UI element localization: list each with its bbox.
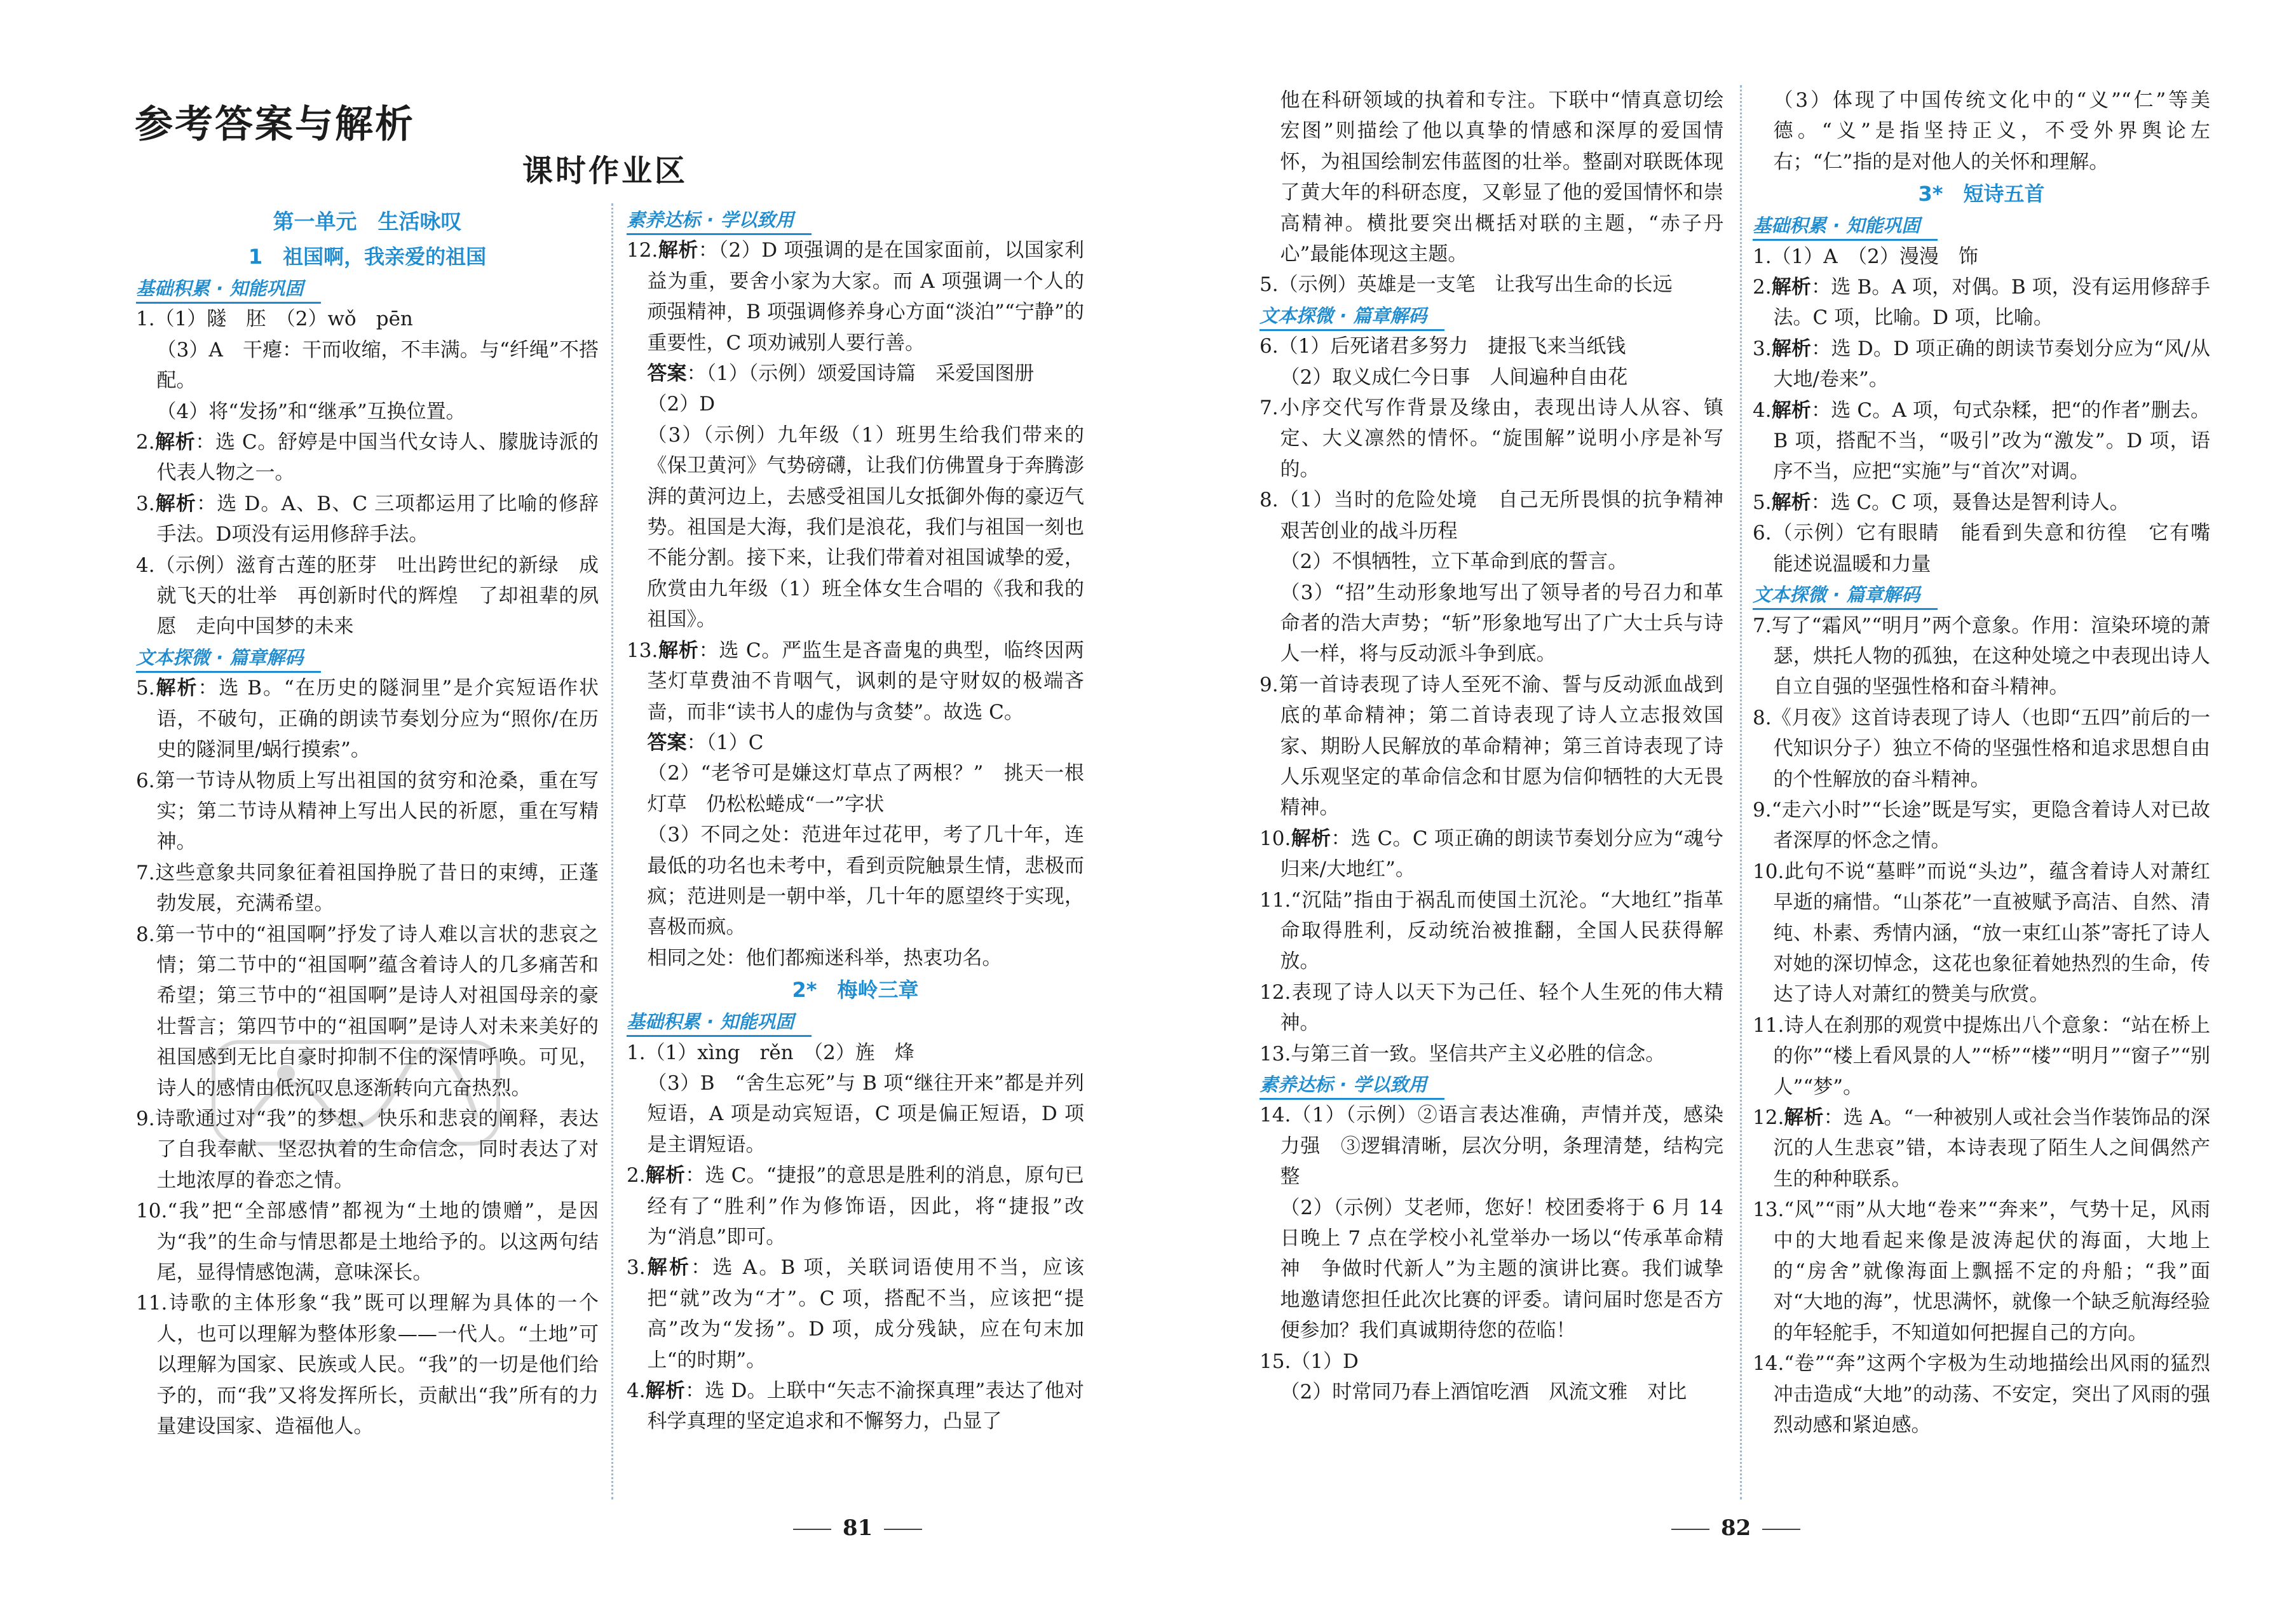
- answer-item: 10.此句不说“墓畔”而说“头边”，蕴含着诗人对萧红早逝的痛惜。“山茶花”一直被赋予高洁、自然、清纯、朴素、秀情内涵，“放一束红山茶”寄托了诗人对她的深切悼念，这花也象征着她热烈的生命，传达了诗人对萧红的赞美与欣赏。: [1753, 860, 2210, 1006]
- keyword-label: 解析: [1784, 1106, 1824, 1129]
- answer-item: 13.解析：选 C。严监生是吝啬鬼的典型，临终因两茎灯草费油不肯咽气，讽刺的是守财奴的极端吝啬，而非“读书人的虚伪与贪婪”。故选 C。: [627, 639, 1085, 724]
- answer-item: 7.这些意象共同象征着祖国挣脱了昔日的束缚，正蓬勃发展，充满希望。: [136, 861, 599, 916]
- answer-continuation: 相同之处：他们都痴迷科举，热衷功名。: [647, 946, 1002, 970]
- answer-continuation: （3）体现了中国传统文化中的“义”“仁”等美德。“义”是指坚持正义，不受外界舆论左右；“仁”指的是对他人的关怀和理解。: [1773, 89, 2210, 173]
- answer-item: 2.解析：选 B。A 项，对偶。B 项，没有运用修辞手法。C 项，比喻。D 项，比喻。: [1753, 276, 2210, 330]
- answer-item: 14.（1）（示例）②语言表达准确，声情并茂，感染力强 ③逻辑清晰，层次分明，条理清楚，结构完整: [1260, 1104, 1723, 1189]
- section-label: 基础积累 · 知能巩固: [627, 1008, 812, 1037]
- section-label: 文本探微 · 篇章解码: [1753, 581, 1938, 610]
- answer-item: 4.解析：选 C。A 项，句式杂糅，把“的作者”删去。B 项，搭配不当，“吸引”改为“激发”。D 项，语序不当，应把“实施”与“首次”对调。: [1753, 398, 2211, 484]
- answer-item: 12.表现了诗人以天下为己任、轻个人生死的伟大精神。: [1260, 980, 1723, 1035]
- answer-item: 10.“我”把“全部感情”都视为“土地的馈赠”，是因为“我”的生命与情思都是土地给予的。以这两句结尾，显得情感饱满，意味深长。: [136, 1200, 599, 1284]
- keyword-label: 解析: [658, 639, 699, 662]
- answer-continuation: （3）B “舍生忘死”与 B 项“继往开来”都是并列短语，A 项是动宾短语，C 项是偏正短语，D 项是主谓短语。: [647, 1071, 1084, 1156]
- column-divider: [611, 203, 613, 1499]
- answer-continuation: （2）时常同乃春上酒馆吃酒 风流文雅 对比: [1280, 1381, 1687, 1404]
- column-divider: [1740, 85, 1742, 1499]
- answer-item: 8.（1）当时的危险处境 自己无所畏惧的抗争精神 艰苦创业的战斗历程: [1260, 489, 1743, 543]
- lesson-heading: 1 祖国啊，我亲爱的祖国: [248, 245, 487, 269]
- answer-item: 7.小序交代写作背景及缘由，表现出诗人从容、镇定、大义凛然的情怀。“旋围解”说明小序是补写的。: [1260, 396, 1723, 481]
- keyword-label: 解析: [1771, 491, 1811, 514]
- answer-item: 9.“走六小时”“长途”既是写实，更隐含着诗人对已故者深厚的怀念之情。: [1753, 798, 2210, 853]
- answer-continuation: 答案：（1）C: [647, 731, 764, 754]
- answer-item: 11.“沉陆”指由于祸乱而使国土沉沦。“大地红”指革命取得胜利，反动统治被推翻，全国人民获得解放。: [1260, 888, 1723, 973]
- answer-item: 12.解析：（2）D 项强调的是在国家面前，以国家利益为重，要舍小家为大家。而 A 项强调一个人的顽强精神，B 项强调修养身心方面“淡泊”“宁静”的重要性，C 项劝诫别人要行善。: [627, 239, 1084, 355]
- column-4: [1753, 85, 2230, 1497]
- answer-continuation: （2）“老爷可是嫌这灯草点了两根？” 挑天一根灯草 仍松松蜷成“一”字状: [647, 762, 1084, 816]
- answer-continuation: （3）A 干瘪：干而收缩，不丰满。与“纤绳”不搭配。: [156, 338, 599, 393]
- answer-item: 13.“风”“雨”从大地“卷来”“奔来”，气势十足，风雨中的大地看起来像是波涛起伏的海面，大地上的“房舍”就像海面上飘摇不定的舟船；“我”面对“大地的海”，忧思满怀，就像一个缺乏航海经验的年轻舵手，不知道如何把握自己的方向。: [1753, 1198, 2210, 1344]
- answer-continuation: （2）D: [647, 393, 716, 416]
- answer-continuation: （2）（示例）艾老师，您好！校团委将于 6 月 14 日晚上 7 点在学校小礼堂举办一场以“传承革命精神 争做时代新人”为主题的演讲比赛。我们诚挚地邀请您担任此次比赛的评委。请问届时您是否方便参加？我们真诚期待您的莅临！: [1280, 1196, 1723, 1343]
- answer-continuation: （4）将“发扬”和“继承”互换位置。: [156, 400, 466, 423]
- unit-heading: 第一单元 生活咏叹: [273, 209, 462, 234]
- answer-item: 11.诗人在刹那的观赏中提炼出八个意象：“站在桥上的你”“楼上看风景的人”“桥”“楼”“明月”“窗子”“别人”“梦”。: [1753, 1013, 2210, 1099]
- keyword-label: 解析: [1291, 827, 1331, 850]
- answer-item: 4.（示例）滋育古莲的胚芽 吐出跨世纪的新绿 成就飞天的壮举 再创新时代的辉煌 了却祖辈的夙愿 走向中国梦的未来: [136, 553, 599, 639]
- keyword-label: 解析: [645, 1164, 686, 1188]
- answer-item: 6.（示例）它有眼睛 能看到失意和彷徨 它有嘴 能述说温暖和力量: [1753, 522, 2230, 576]
- answer-item: 13.与第三首一致。坚信共产主义必胜的信念。: [1260, 1042, 1666, 1066]
- answer-item: 12.解析：选 A。“一种被别人或社会当作装饰品的深沉的人生悲哀”错，本诗表现了陌生人之间偶然产生的种种联系。: [1753, 1106, 2210, 1191]
- main-title: 参考答案与解析: [135, 102, 415, 147]
- section-label: 基础积累 · 知能巩固: [1753, 212, 1938, 241]
- keyword-label: 解析: [1771, 398, 1812, 422]
- answer-item: 9.诗歌通过对“我”的梦想、快乐和悲哀的阐释，表达了自我奉献、坚忍执着的生命信念，同时表达了对土地浓厚的眷恋之情。: [136, 1107, 599, 1192]
- section-label: 基础积累 · 知能巩固: [136, 275, 321, 304]
- keyword-label: 解析: [154, 492, 197, 515]
- answer-item: 10.解析：选 C。C 项正确的朗读节奏划分应为“魂兮归来/大地红”。: [1260, 827, 1724, 881]
- section-label: 素养达标 · 学以致用: [1260, 1071, 1444, 1100]
- keyword-label: 解析: [154, 677, 198, 700]
- lesson-heading: 3* 短诗五首: [1918, 182, 2045, 206]
- section-label: 素养达标 · 学以致用: [627, 206, 812, 235]
- answer-item: 3.解析：选 D。D 项正确的朗读节奏划分应为“风/从大地/卷来”。: [1753, 337, 2210, 391]
- answer-item: 7.写了“霜风”“明月”两个意象。作用：渲染环境的萧瑟，烘托人物的孤独，在这种处境之中表现出诗人自立自强的坚强性格和奋斗精神。: [1753, 614, 2210, 699]
- page-number-value: 82: [1721, 1515, 1751, 1541]
- answer-item: 3.解析：选 D。A、B、C 三项都运用了比喻的修辞手法。D项没有运用修辞手法。: [136, 492, 599, 546]
- answer-continuation: （2）不惧牺牲，立下革命到底的誓言。: [1280, 550, 1628, 574]
- answer-item: 1.（1）A （2）漫漫 饰: [1753, 245, 1978, 268]
- answer-item: 3.解析：选 A。B 项，关联词语使用不当，应该把“就”改为“才”。C 项，搭配不当，应该把“提高”改为“发扬”。D 项，成分残缺，应在句末加上“的时期”。: [627, 1256, 1085, 1372]
- column-3: [1260, 85, 1743, 1497]
- section-label-row: [627, 205, 1084, 235]
- answer-item: 4.解析：选 D。上联中“矢志不渝探真理”表达了他对科学真理的坚定追求和不懈努力，凸显了: [627, 1379, 1085, 1433]
- section-label-row: [136, 642, 599, 673]
- keyword-label: 解析: [658, 239, 698, 262]
- answer-continuation: （2）取义成仁今日事 人间遍种自由花: [1280, 365, 1628, 389]
- answer-item: 14.“卷”“奔”这两个字极为生动地描绘出风雨的猛烈冲击造成“大地”的动荡、不安定，突出了风雨的强烈动感和紧迫感。: [1753, 1352, 2210, 1437]
- answer-item: 1.（1）xìng rěn （2）旌 烽: [627, 1041, 914, 1064]
- section-label-row: [1260, 301, 1723, 331]
- keyword-label: 解析: [645, 1256, 691, 1280]
- answer-continuation: （3）（示例）九年级（1）班男生给我们带来的《保卫黄河》气势磅礴，让我们仿佛置身于奔腾澎湃的黄河边上，去感受祖国儿女抵御外侮的豪迈气势。祖国是大海，我们是浪花，我们与祖国一刻也不能分割。接下来，让我们带着对祖国诚挚的爱，欣赏由九年级（1）班全体女生合唱的《我和我的祖国》。: [647, 423, 1084, 632]
- lesson-heading: 2* 梅岭三章: [792, 978, 919, 1003]
- keyword-label: 答案: [647, 362, 687, 386]
- answer-item: 15.（1）D: [1260, 1350, 1359, 1373]
- keyword-label: 解析: [645, 1379, 686, 1403]
- answer-item: 8.《月夜》这首诗表现了诗人（也即“五四”前后的一代知识分子）独立不倚的坚强性格和追求思想自由的个性解放的奋斗精神。: [1753, 706, 2210, 791]
- keyword-label: 解析: [154, 431, 196, 454]
- answer-continuation: （3）“招”生动形象地写出了领导者的号召力和革命者的浩大声势；“斩”形象地写出了广大士兵与诗人一样，将与反动派斗争到底。: [1280, 581, 1723, 666]
- section-label-row: [1260, 1069, 1723, 1100]
- answer-item: 11.诗歌的主体形象“我”既可以理解为具体的一个人，也可以理解为整体形象——一代人。“土地”可以理解为国家、民族或人民。“我”的一切是他们给予的，而“我”又将发挥所长，贡献出“我”所有的力量建设国家、造福他人。: [136, 1292, 599, 1438]
- answer-item: 2.解析：选 C。舒婷是中国当代女诗人、朦胧诗派的代表人物之一。: [136, 431, 599, 485]
- answer-continuation: （3）不同之处：范进年过花甲，考了几十年，连最低的功名也未考中，看到贡院触景生情，悲极而疯；范进则是一朝中举，几十年的愿望终于实现，喜极而疯。: [647, 823, 1084, 939]
- answer-item: 6.第一节诗从物质上写出祖国的贫穷和沧桑，重在写实；第二节诗从精神上写出人民的祈愿，重在写精神。: [136, 769, 599, 854]
- answer-item: 5.（示例）英雄是一支笔 让我写出生命的长远: [1260, 273, 1673, 297]
- page-number-value: 81: [843, 1515, 873, 1541]
- answer-continuation: 他在科研领域的执着和专注。下联中“情真意切绘宏图”则描绘了他以真挚的情感和深厚的爱国情怀，为祖国绘制宏伟蓝图的壮举。整副对联既体现了黄大年的科研态度，又彰显了他的爱国情怀和崇高精神。横批要突出概括对联的主题，“赤子丹心”最能体现这主题。: [1280, 89, 1723, 266]
- answer-item: 9.第一首诗表现了诗人至死不渝、誓与反动派血战到底的革命精神；第二首诗表现了诗人立志报效国家、期盼人民解放的革命精神；第三首诗表现了诗人乐观坚定的革命信念和甘愿为信仰牺牲的大无畏精神。: [1260, 673, 1723, 820]
- section-title: 课时作业区: [522, 153, 688, 189]
- section-label-row: [1753, 579, 2210, 610]
- section-label: 文本探微 · 篇章解码: [136, 644, 321, 673]
- answer-item: 6.（1）后死诸君多努力 捷报飞来当纸钱: [1260, 335, 1626, 358]
- section-label-row: [1753, 210, 2210, 241]
- page-number-left: [782, 1515, 934, 1541]
- keyword-label: 解析: [1771, 337, 1812, 360]
- answer-item: 8.第一节中的“祖国啊”抒发了诗人难以言状的悲哀之情；第二节中的“祖国啊”蕴含着诗人的几多痛苦和希望；第三节中的“祖国啊”是诗人对祖国母亲的豪壮誓言；第四节中的“祖国啊”是诗人对未来美好的祖国感到无比自豪时抑制不住的深情呼唤。可见，诗人的感情由低沉叹息逐渐转向亢奋热烈。: [136, 923, 599, 1100]
- page-number-right: [1660, 1515, 1812, 1541]
- answer-continuation: 答案：（1）（示例）颂爱国诗篇 采爱国图册: [647, 362, 1035, 386]
- answer-item: 1.（1）隧 胚 （2）wǒ pēn: [136, 308, 413, 331]
- column-1: [136, 203, 599, 1497]
- section-label: 文本探微 · 篇章解码: [1260, 302, 1444, 331]
- column-2: [627, 205, 1084, 1497]
- section-label-row: [136, 273, 599, 304]
- answer-item: 2.解析：选 C。“捷报”的意思是胜利的消息，原句已经有了“胜利”作为修饰语，因此，将“捷报”改为“消息”即可。: [627, 1164, 1085, 1248]
- section-label-row: [627, 1006, 1084, 1037]
- keyword-label: 解析: [1771, 276, 1812, 299]
- answer-item: 5.解析：选 B。“在历史的隧洞里”是介宾短语作状语，不破句，正确的朗读节奏划分应为“照你/在历史的隧洞里/蜗行摸索”。: [136, 677, 599, 762]
- answer-item: 5.解析：选 C。C 项，聂鲁达是智利诗人。: [1753, 491, 2130, 514]
- keyword-label: 答案: [647, 731, 687, 754]
